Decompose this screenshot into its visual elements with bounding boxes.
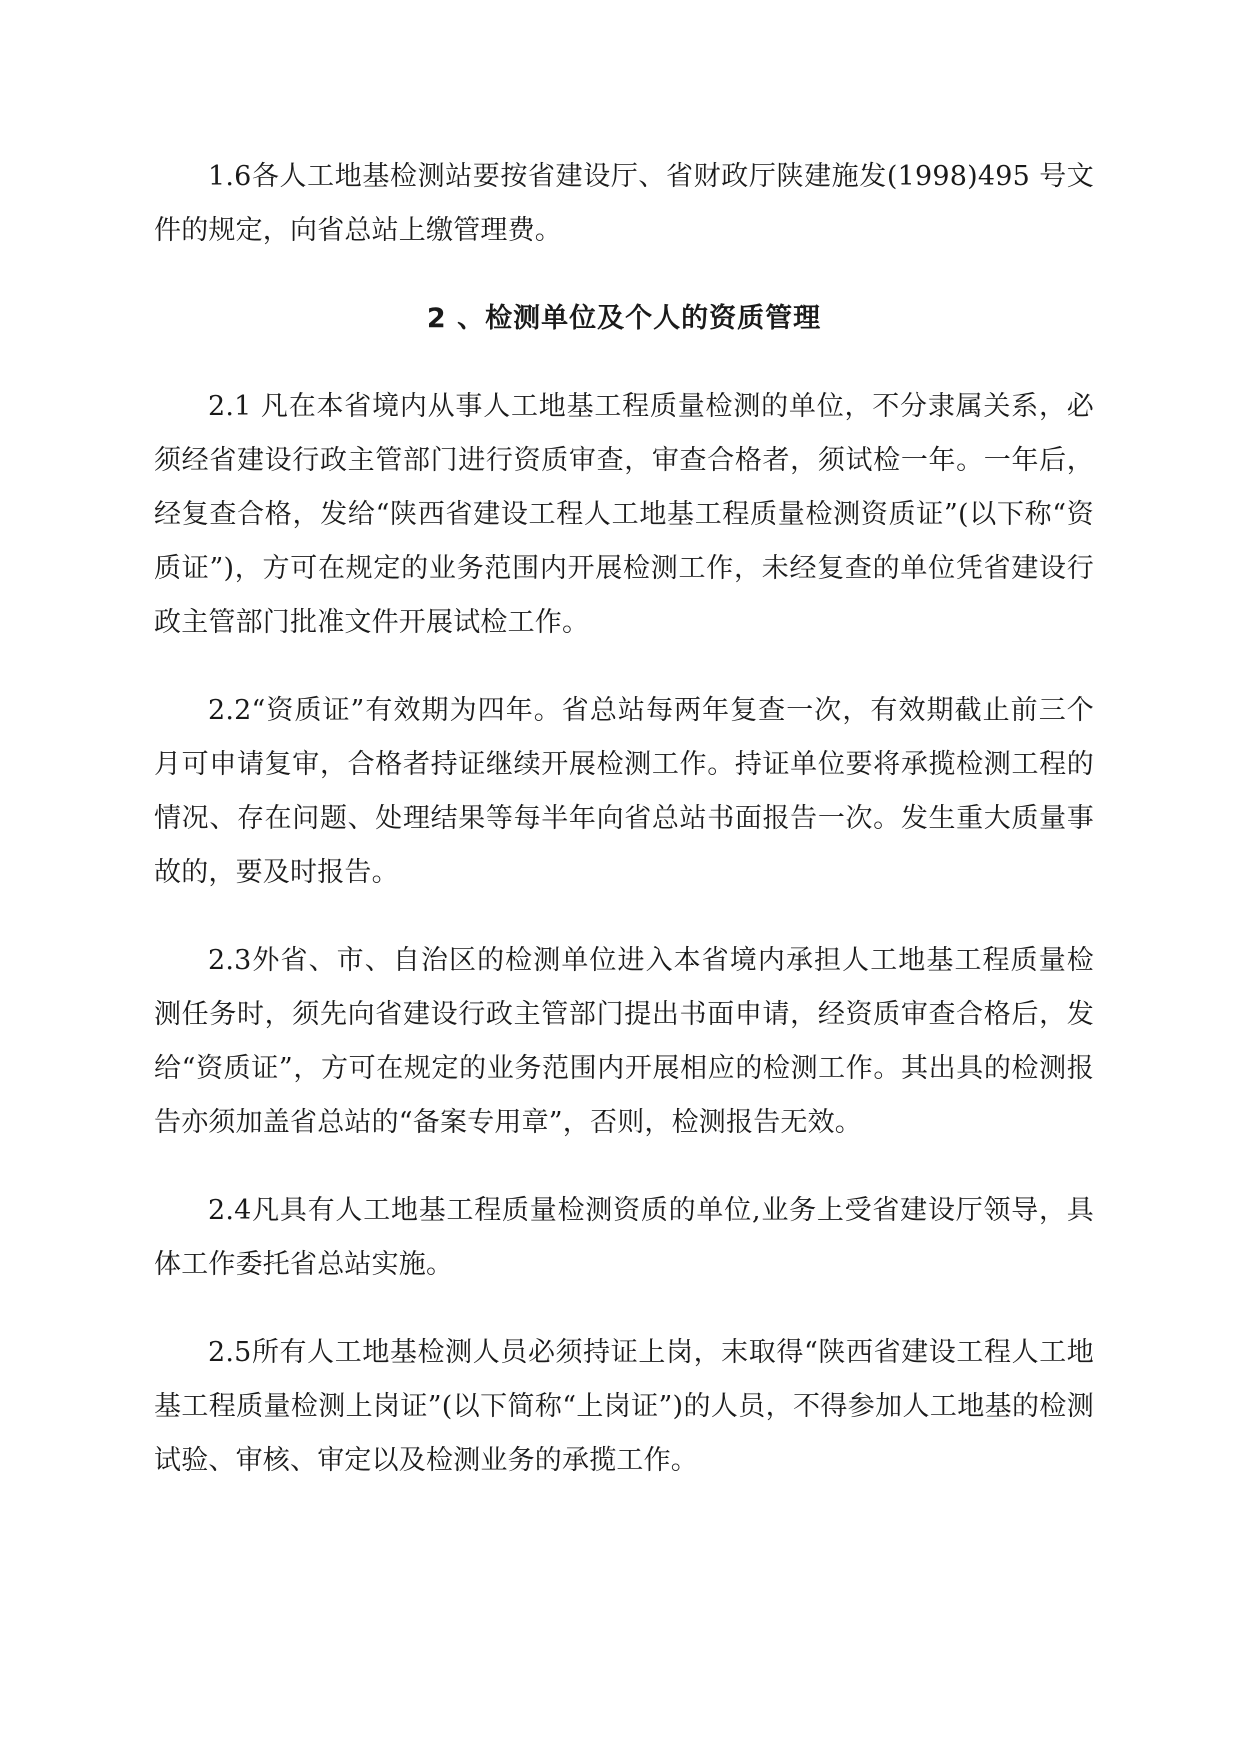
- document-body: [154, 150, 1094, 1522]
- paragraph-2-5: 2.5所有人工地基检测人员必须持证上岗，末取得“陕西省建设工程人工地基工程质量检测上岗证”(以下简称“上岗证”)的人员，不得参加人工地基的检测试验、审核、审定以及检测业务的承揽工作。: [154, 1337, 1094, 1476]
- paragraph-2-2: 2.2“资质证”有效期为四年。省总站每两年复查一次，有效期截止前三个月可申请复审，合格者持证继续开展检测工作。持证单位要将承揽检测工程的情况、存在问题、处理结果等每半年向省总站书面报告一次。发生重大质量事故的，要及时报告。: [154, 695, 1094, 888]
- paragraph-1-6: 1.6各人工地基检测站要按省建设厅、省财政厅陕建施发(1998)495 号文件的规定，向省总站上缴管理费。: [154, 161, 1094, 246]
- paragraph-2-4: 2.4凡具有人工地基工程质量检测资质的单位,业务上受省建设厅领导，具体工作委托省总站实施。: [154, 1195, 1094, 1280]
- paragraph-2-3: 2.3外省、市、自治区的检测单位进入本省境内承担人工地基工程质量检测任务时，须先向省建设行政主管部门提出书面申请，经资质审查合格后，发给“资质证”，方可在规定的业务范围内开展相应的检测工作。其出具的检测报告亦须加盖省总站的“备案专用章”，否则，检测报告无效。: [154, 945, 1094, 1138]
- paragraph-2-1: 2.1 凡在本省境内从事人工地基工程质量检测的单位，不分隶属关系，必须经省建设行政主管部门进行资质审查，审查合格者，须试检一年。一年后，经复查合格，发给“陕西省建设工程人工地基工程质量检测资质证”(以下称“资质证”)，方可在规定的业务范围内开展检测工作，未经复查的单位凭省建设行政主管部门批准文件开展试检工作。: [154, 391, 1094, 638]
- section-heading: 2 、检测单位及个人的资质管理: [426, 303, 822, 334]
